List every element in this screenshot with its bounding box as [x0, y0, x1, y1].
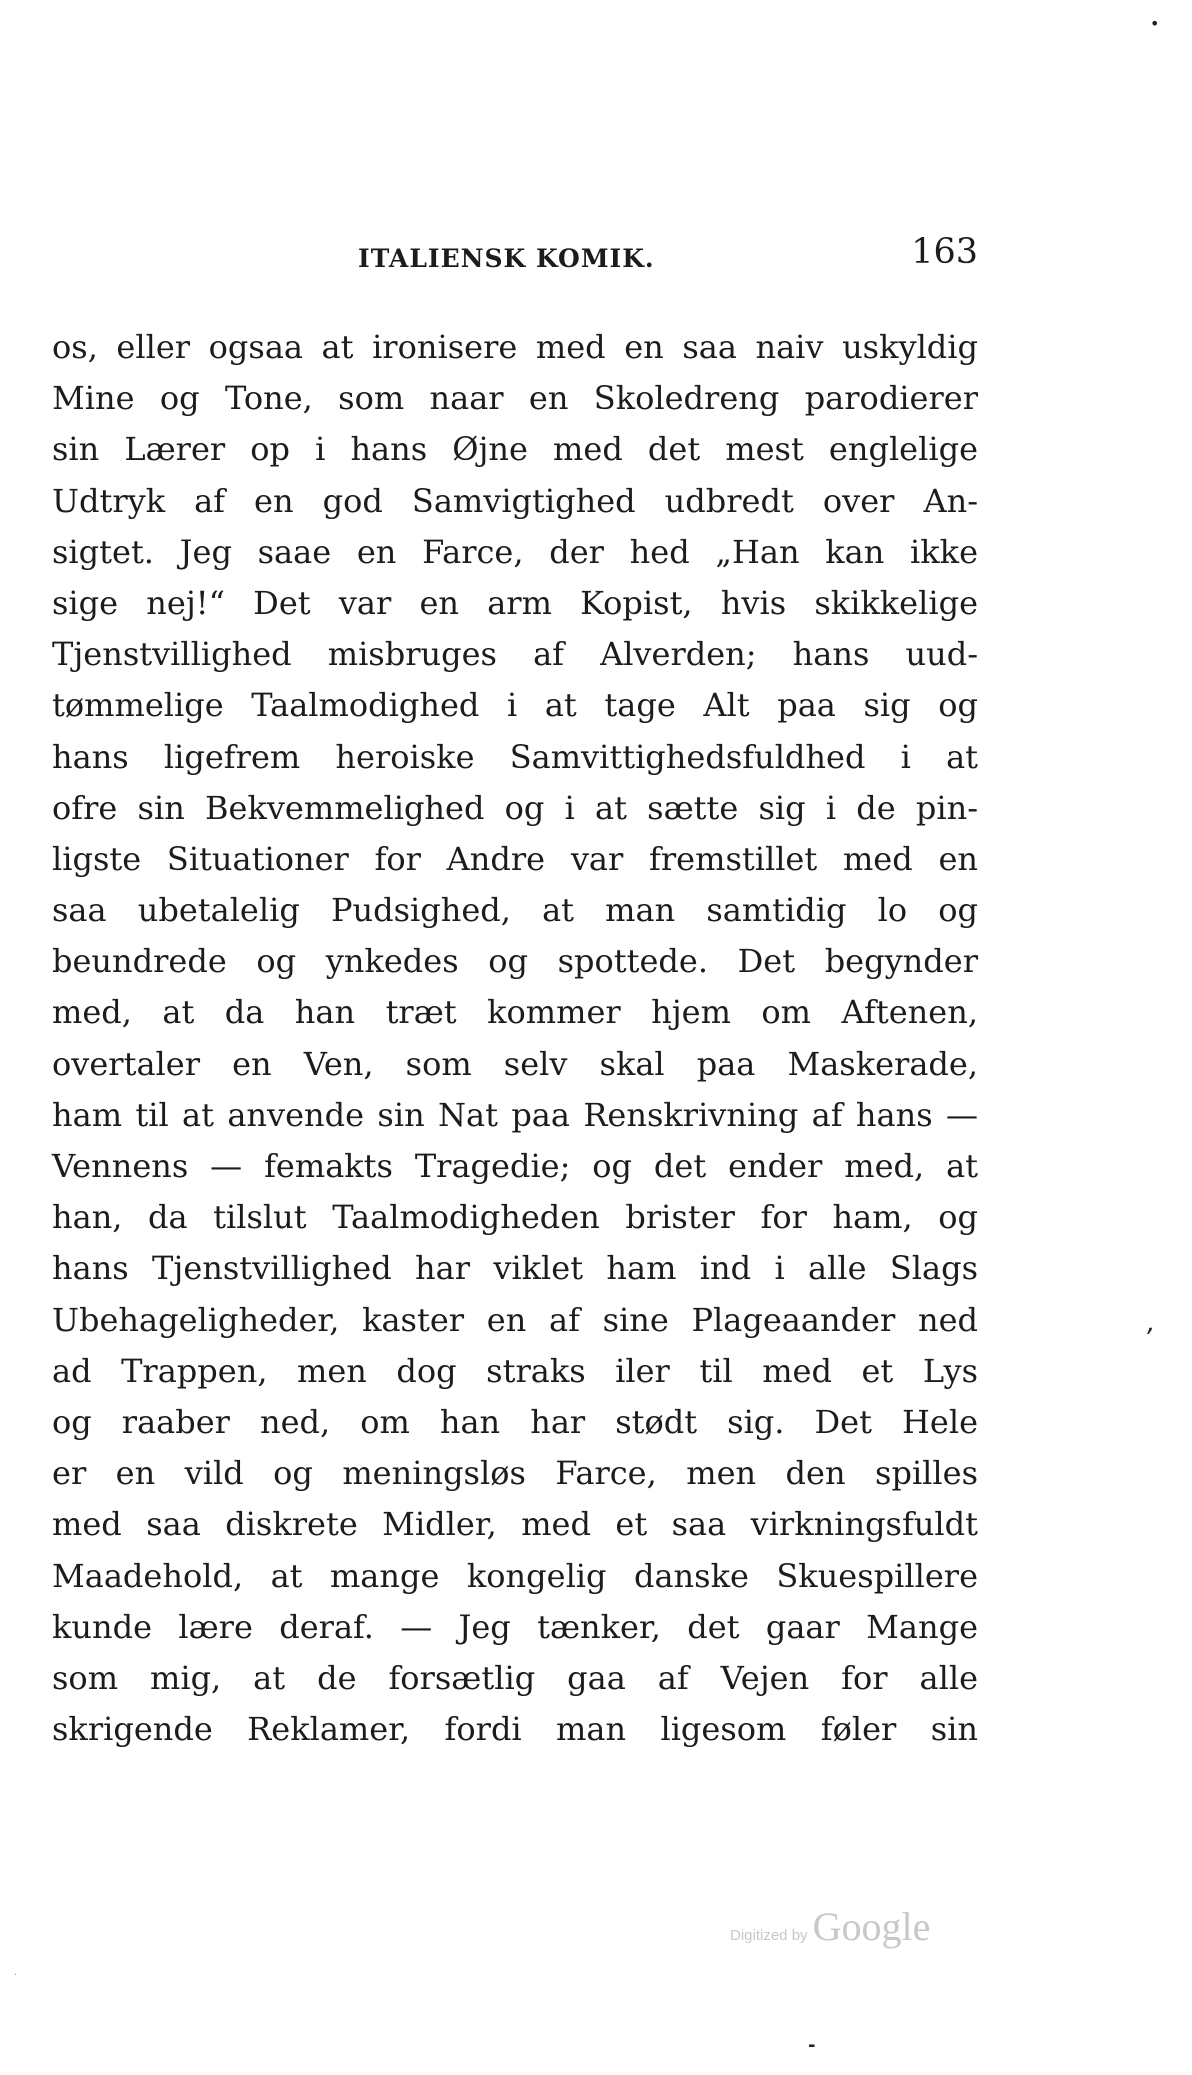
running-title: ITALIENSK KOMIK. [358, 244, 655, 273]
text-line: hans ligefrem heroiske Samvittighedsfuldhed i at [52, 737, 978, 776]
stray-mark-top: • [1150, 14, 1160, 33]
digitized-watermark [730, 1903, 930, 1950]
text-line: Tjenstvillighed misbruges af Alverden; hans uud- [52, 635, 978, 674]
text-line: er en vild og meningsløs Farce, men den spilles [52, 1454, 978, 1493]
text-line: og raaber ned, om han har stødt sig. Det Hele [52, 1402, 978, 1441]
text-line: Mine og Tone, som naar en Skoledreng parodierer [52, 379, 978, 418]
text-line: ofre sin Bekvemmelighed og i at sætte sig i de pin- [52, 788, 978, 827]
text-line: kunde lære deraf. — Jeg tænker, det gaar Mange [52, 1607, 978, 1646]
text-line: med saa diskrete Midler, med et saa virkningsfuldt [52, 1505, 978, 1544]
text-line: saa ubetalelig Pudsighed, at man samtidig lo og [52, 891, 978, 930]
text-line: Maadehold, at mange kongelig danske Skuespillere [52, 1556, 978, 1595]
text-line: ad Trappen, men dog straks iler til med et Lys [52, 1351, 978, 1390]
text-line: sige nej!“ Det var en arm Kopist, hvis skikkelige [52, 583, 978, 622]
body-text [52, 322, 978, 1755]
text-line: Ubehageligheder, kaster en af sine Plageaander ned [52, 1300, 978, 1339]
text-line: som mig, at de forsætlig gaa af Vejen for alle [52, 1658, 978, 1697]
watermark-digitized-label: Digitized by [730, 1927, 808, 1944]
stray-mark-bottom: - [808, 2035, 816, 2056]
text-line: sin Lærer op i hans Øjne med det mest englelige [52, 430, 978, 469]
watermark-google-logo: Google [812, 1904, 931, 1949]
text-line: han, da tilslut Taalmodigheden brister for ham, og [52, 1198, 978, 1237]
text-line: os, eller ogsaa at ironisere med en saa naiv uskyldig [52, 328, 978, 366]
text-line: med, at da han træt kommer hjem om Aftenen, [52, 993, 978, 1032]
stray-mark-left: · [14, 1970, 18, 1981]
page-header [52, 232, 978, 292]
stray-mark-margin: ‚ [1147, 1308, 1156, 1338]
text-line: sigtet. Jeg saae en Farce, der hed „Han kan ikke [52, 532, 978, 571]
text-line: hans Tjenstvillighed har viklet ham ind i alle Slags [52, 1249, 978, 1288]
text-line: tømmelige Taalmodighed i at tage Alt paa sig og [52, 686, 978, 725]
text-line: overtaler en Ven, som selv skal paa Maskerade, [52, 1044, 978, 1083]
page-number: 163 [911, 232, 978, 272]
text-line: Udtryk af en god Samvigtighed udbredt over An- [52, 481, 978, 520]
text-line: beundrede og ynkedes og spottede. Det begynder [52, 942, 978, 981]
text-line: Vennens — femakts Tragedie; og det ender med, at [52, 1147, 978, 1185]
text-line: skrigende Reklamer, fordi man ligesom føler sin [52, 1710, 978, 1749]
text-line: ligste Situationer for Andre var fremstillet med en [52, 839, 978, 878]
text-line: ham til at anvende sin Nat paa Renskrivning af hans — [52, 1095, 978, 1134]
